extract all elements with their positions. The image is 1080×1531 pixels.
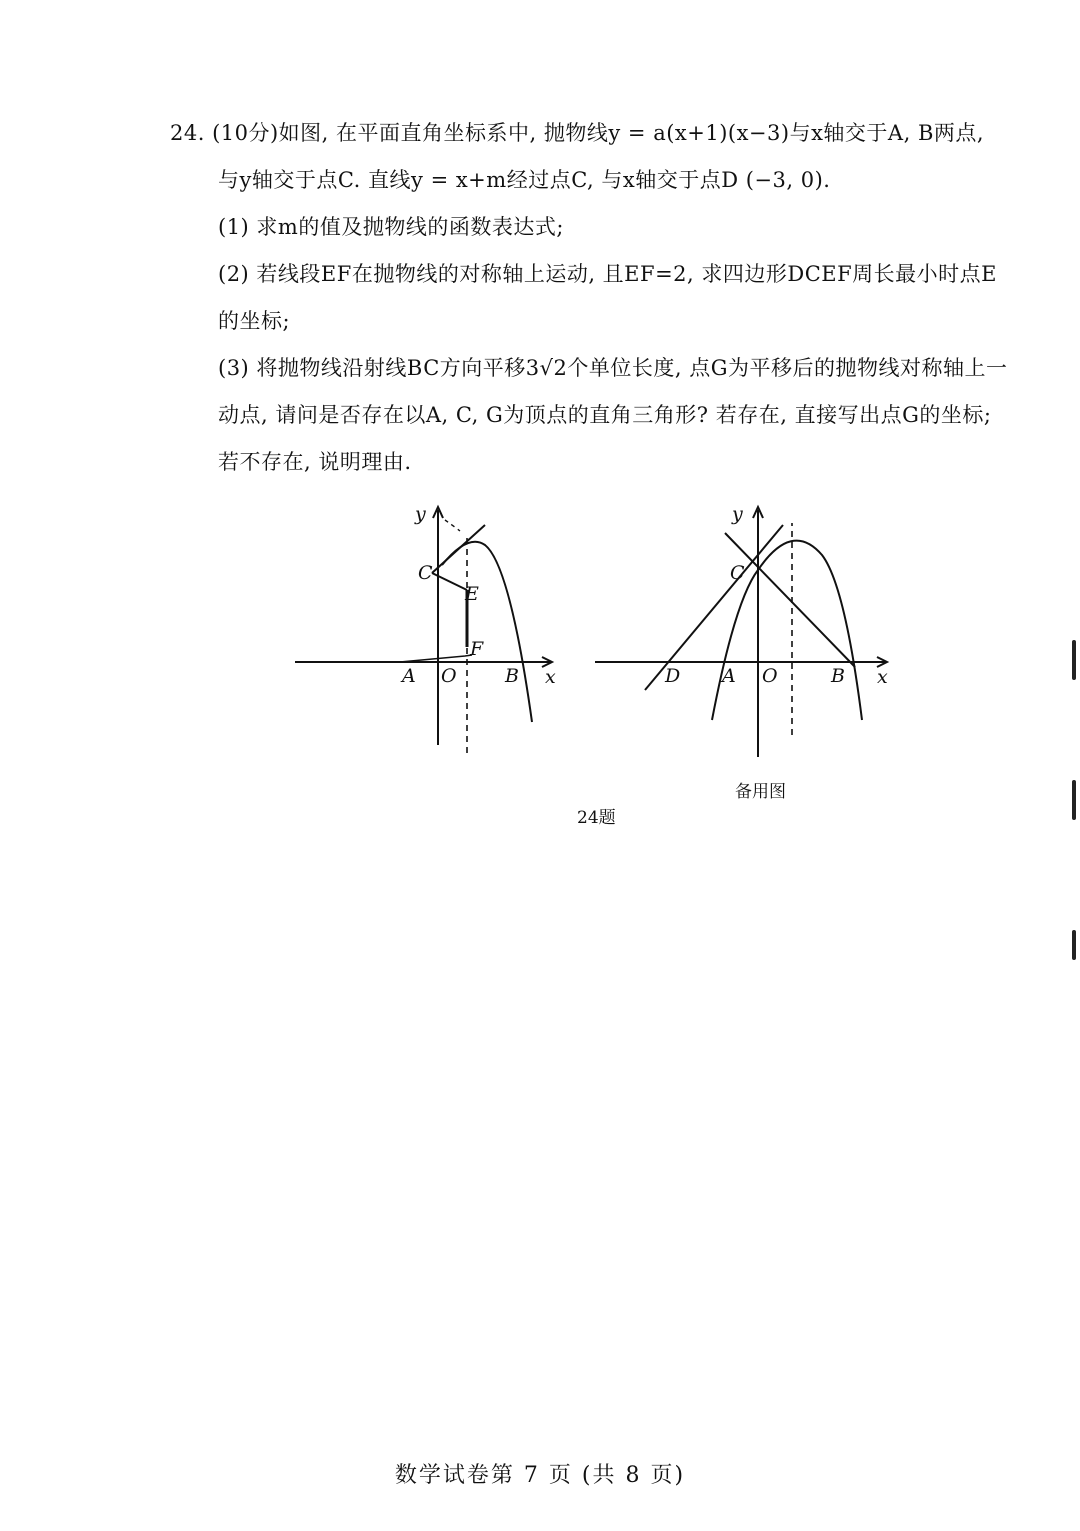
figure-right-labels	[664, 503, 888, 688]
left-sketch-line	[400, 655, 472, 662]
left-label-f: F	[470, 638, 484, 660]
right-label-d: D	[665, 665, 681, 687]
problem-line-1: 24. (10分)如图, 在平面直角坐标系中, 抛物线y = a(x+1)(x−3)与x轴交于A, B两点,	[170, 121, 985, 145]
figure-left	[295, 507, 552, 753]
scan-edge-mark	[1072, 640, 1076, 680]
figure-right	[595, 507, 887, 757]
scan-edge-mark	[1072, 780, 1076, 820]
right-line-bc	[725, 533, 855, 667]
left-label-o: O	[441, 665, 457, 687]
figures	[280, 495, 900, 835]
scan-edge-mark	[1072, 930, 1076, 960]
part-3-line-3: 若不存在, 说明理由.	[218, 450, 412, 474]
right-label-b: B	[831, 665, 845, 687]
problem-line-2: 与y轴交于点C. 直线y = x+m经过点C, 与x轴交于点D (−3, 0).	[218, 168, 831, 192]
problem-24	[170, 110, 1040, 486]
right-label-o: O	[762, 665, 778, 687]
part-2-line-1: (2) 若线段EF在抛物线的对称轴上运动, 且EF=2, 求四边形DCEF周长最小时点E	[218, 262, 998, 286]
right-label-a: A	[722, 665, 736, 687]
part-1: (1) 求m的值及抛物线的函数表达式;	[218, 215, 564, 239]
part-3-line-1: (3) 将抛物线沿射线BC方向平移3√2个单位长度, 点G为平移后的抛物线对称轴上一	[218, 356, 1008, 380]
part-2-line-2: 的坐标;	[218, 309, 291, 333]
left-label-x: x	[545, 666, 556, 688]
left-line-c	[432, 525, 485, 573]
left-parabola	[442, 542, 532, 722]
left-label-b: B	[505, 665, 519, 687]
right-figure-caption: 备用图	[735, 782, 786, 802]
left-label-c: C	[418, 562, 433, 584]
figure-svg	[280, 495, 900, 835]
right-label-c: C	[730, 562, 745, 584]
figure-caption: 24题	[577, 808, 616, 828]
right-label-x: x	[877, 666, 888, 688]
right-label-y: y	[732, 503, 743, 525]
left-label-y: y	[415, 503, 426, 525]
part-3-line-2: 动点, 请问是否存在以A, C, G为顶点的直角三角形? 若存在, 直接写出点G的坐标;	[218, 403, 992, 427]
left-label-e: E	[465, 583, 479, 605]
page-footer: 数学试卷第 7 页 (共 8 页)	[394, 1463, 686, 1488]
left-label-a: A	[402, 665, 416, 687]
left-sketch-dashed	[445, 520, 460, 531]
